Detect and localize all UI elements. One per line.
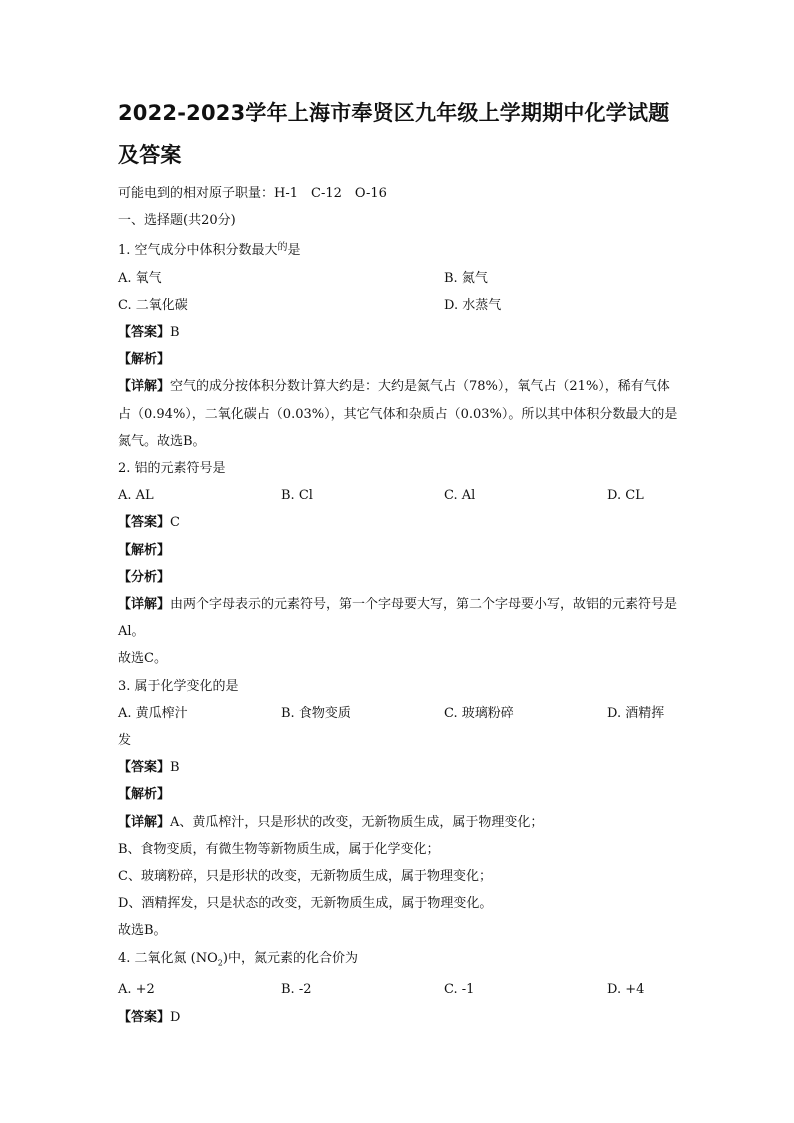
- question-4-stem-sub: 2: [217, 958, 223, 968]
- document-title: 2022-2023学年上海市奉贤区九年级上学期期中化学试题及答案: [118, 101, 670, 167]
- question-2-detail-text: 由两个字母表示的元素符号，第一个字母要大写，第二个字母要小写，故铝的元素符号是Al。: [118, 597, 678, 640]
- question-2-options: [118, 482, 678, 509]
- question-1-option-b: B. 氮气: [444, 270, 488, 286]
- question-4-stem: [118, 945, 678, 977]
- question-4-option-a: A. +2: [118, 982, 155, 998]
- question-2-conclusion: 故选C。: [118, 651, 167, 667]
- question-1-detail: [118, 373, 678, 455]
- detail-tag: 【详解】: [118, 814, 171, 830]
- question-1-detail-text: 空气的成分按体积分数计算大约是：大约是氮气占（78%），氧气占（21%），稀有气体占（0.94%），二氧化碳占（0.03%），其它气体和杂质占（0.03%）。所以其中体积分数最大的是氮气。故选B。: [118, 379, 678, 449]
- question-1-option-d: D. 水蒸气: [444, 297, 502, 313]
- question-3-answer: [118, 754, 678, 781]
- question-3-detail-c: C、玻璃粉碎，只是形状的改变，无新物质生成，属于物理变化；: [118, 869, 492, 885]
- question-3-conclusion: 故选B。: [118, 923, 167, 939]
- question-3-detail-d: D、酒精挥发，只是状态的改变，无新物质生成，属于物理变化。: [118, 896, 493, 912]
- question-3-option-b: B. 食物变质: [281, 705, 351, 721]
- question-3-option-d-wrap: 发: [118, 733, 132, 749]
- question-2-option-d: D. CL: [607, 488, 644, 504]
- question-4-options: [118, 976, 678, 1003]
- question-3-option-c: C. 玻璃粉碎: [444, 705, 514, 721]
- question-3-detail-a: [118, 809, 678, 836]
- answer-tag: 【答案】: [118, 760, 171, 776]
- question-1-stem: [118, 234, 678, 264]
- question-1-options: [118, 265, 678, 319]
- question-1-answer-value: B: [170, 325, 180, 341]
- question-1-stem-end: 是: [287, 243, 301, 259]
- question-3-options: [118, 700, 678, 727]
- question-2-answer: [118, 509, 678, 536]
- atomic-masses-note: 可能电到的相对原子职量：H-1 C-12 O-16: [118, 186, 387, 201]
- answer-tag: 【答案】: [118, 515, 171, 531]
- question-1-stem-small: 的: [277, 242, 288, 254]
- answer-tag: 【答案】: [118, 1009, 171, 1025]
- question-2-option-c: C. Al: [444, 488, 476, 504]
- document-page: [118, 92, 678, 1031]
- question-3-answer-value: B: [170, 760, 180, 776]
- answer-tag: 【答案】: [118, 325, 171, 341]
- question-2-detail: [118, 591, 678, 645]
- question-3-detail-a-text: A、黄瓜榨汁，只是形状的改变，无新物质生成，属于物理变化；: [170, 814, 544, 830]
- question-3-option-d: D. 酒精挥: [607, 705, 665, 721]
- question-4-option-b: B. -2: [281, 982, 312, 998]
- question-1-analysis-tag: 【解析】: [118, 352, 171, 368]
- question-2-fenxi-tag: 【分析】: [118, 569, 171, 585]
- question-1-answer: [118, 319, 678, 346]
- question-4-option-c: C. -1: [444, 982, 475, 998]
- question-2-option-a: A. AL: [118, 488, 154, 504]
- detail-tag: 【详解】: [118, 379, 171, 395]
- question-2-stem: 2. 铝的元素符号是: [118, 461, 226, 477]
- detail-tag: 【详解】: [118, 597, 171, 613]
- question-3-option-a: A. 黄瓜榨汁: [118, 705, 188, 721]
- question-4-stem-post: )中，氮元素的化合价为: [222, 950, 358, 966]
- question-4-stem-pre: 4. 二氧化氮 (NO: [118, 950, 218, 966]
- section-heading: 一、选择题(共20分): [118, 213, 236, 229]
- question-4-option-d: D. +4: [607, 982, 645, 998]
- question-1-option-c: C. 二氧化碳: [118, 297, 188, 313]
- question-4-answer: [118, 1004, 678, 1031]
- question-1-option-a: A. 氧气: [118, 270, 162, 286]
- question-1-stem-text: 1. 空气成分中体积分数最大: [118, 243, 278, 259]
- question-3-stem: 3. 属于化学变化的是: [118, 678, 239, 694]
- question-2-option-b: B. Cl: [281, 488, 313, 504]
- question-2-answer-value: C: [170, 515, 180, 531]
- question-3-detail-b: B、食物变质，有微生物等新物质生成，属于化学变化；: [118, 841, 440, 857]
- question-3-analysis-tag: 【解析】: [118, 787, 171, 803]
- question-2-analysis-tag: 【解析】: [118, 542, 171, 558]
- question-4-answer-value: D: [170, 1009, 181, 1025]
